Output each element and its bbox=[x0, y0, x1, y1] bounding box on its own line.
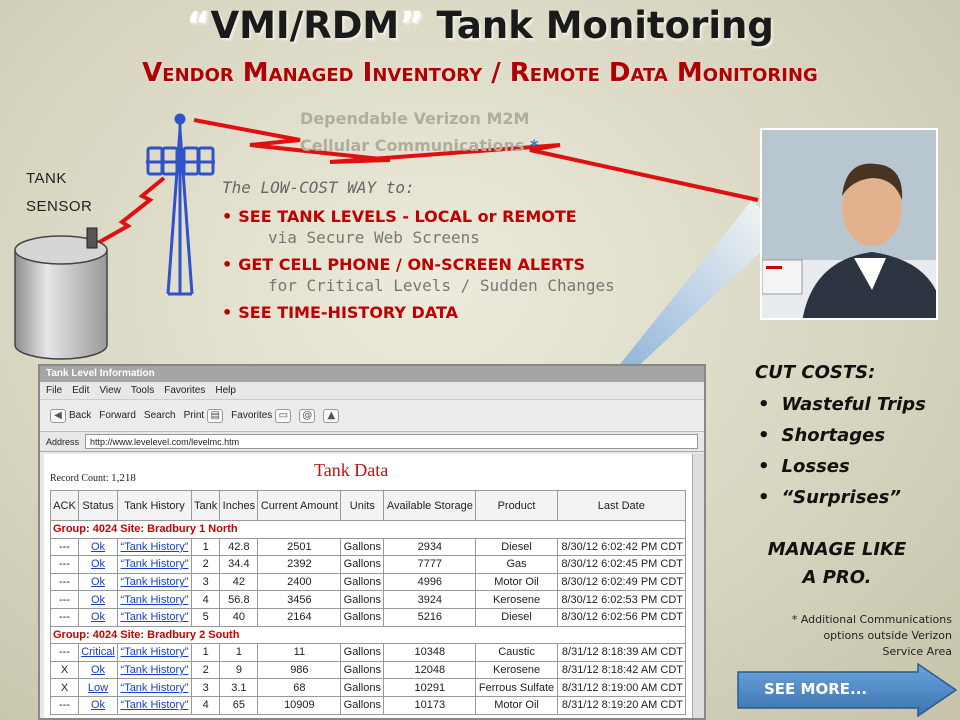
table-cell: 2934 bbox=[384, 538, 476, 556]
table-cell: 42 bbox=[220, 573, 258, 591]
page-title: “VMI/RDM” Tank Monitoring bbox=[186, 4, 774, 47]
search-button[interactable]: Search bbox=[143, 410, 176, 421]
table-cell: Ferrous Sulfate bbox=[476, 679, 557, 697]
group-row: Group: 4024 Site: Bradbury 1 North bbox=[51, 521, 686, 539]
list-item: • Losses bbox=[758, 456, 926, 487]
table-cell: Gallons bbox=[341, 538, 384, 556]
list-item: • Wasteful Trips bbox=[758, 394, 926, 425]
table-row bbox=[51, 661, 686, 679]
tank-history-link[interactable]: “Tank History” bbox=[118, 696, 192, 714]
table-cell: 4 bbox=[191, 591, 220, 609]
column-header: Units bbox=[341, 491, 384, 521]
table-cell: Kerosene bbox=[476, 591, 557, 609]
table-cell: 10348 bbox=[384, 644, 476, 662]
table-cell: 8/30/12 6:02:45 PM CDT bbox=[557, 556, 685, 574]
tank-history-link[interactable]: “Tank History” bbox=[118, 661, 192, 679]
status-link[interactable]: Ok bbox=[78, 661, 117, 679]
menu-help[interactable]: Help bbox=[215, 385, 236, 396]
table-cell: 8/30/12 6:02:42 PM CDT bbox=[557, 538, 685, 556]
printer-icon: ▤ bbox=[207, 409, 223, 423]
tank-data-page bbox=[44, 454, 692, 720]
manage-tagline: MANAGE LIKE A PRO. bbox=[767, 539, 907, 588]
group-row: Group: 4024 Site: Bradbury 2 South bbox=[51, 626, 686, 644]
table-cell: 2392 bbox=[258, 556, 341, 574]
column-header: Status bbox=[78, 491, 117, 521]
menu-tools[interactable]: Tools bbox=[130, 385, 155, 396]
menu-edit[interactable]: Edit bbox=[72, 385, 90, 396]
table-cell: Caustic bbox=[476, 644, 557, 662]
status-link[interactable]: Ok bbox=[78, 591, 117, 609]
column-header: Available Storage bbox=[384, 491, 476, 521]
back-arrow-icon: ◀ bbox=[50, 409, 66, 423]
menu-bar bbox=[40, 382, 704, 400]
comm-label: Dependable Verizon M2M Cellular Communications * bbox=[300, 109, 539, 155]
table-cell: Gallons bbox=[341, 573, 384, 591]
tank-data-title: Tank Data bbox=[314, 460, 389, 480]
table-cell: 42.8 bbox=[220, 538, 258, 556]
table-cell: 9 bbox=[220, 661, 258, 679]
table-row bbox=[51, 679, 686, 697]
table-cell[interactable]: --- bbox=[51, 556, 79, 574]
table-cell: 40 bbox=[220, 608, 258, 626]
status-link[interactable]: Ok bbox=[78, 696, 117, 714]
table-cell[interactable]: --- bbox=[51, 538, 79, 556]
cell-tower-icon bbox=[146, 115, 215, 294]
table-cell: 11 bbox=[258, 644, 341, 662]
status-link[interactable]: Ok bbox=[78, 608, 117, 626]
table-cell[interactable]: --- bbox=[51, 696, 79, 714]
table-header-row bbox=[51, 491, 686, 521]
column-header: Tank History bbox=[118, 491, 192, 521]
folder-icon: ▭ bbox=[275, 409, 291, 423]
email-icon[interactable]: @ bbox=[299, 409, 315, 423]
table-cell: Kerosene bbox=[476, 661, 557, 679]
table-cell: 1 bbox=[191, 538, 220, 556]
menu-favorites[interactable]: Favorites bbox=[164, 385, 206, 396]
table-cell: Motor Oil bbox=[476, 573, 557, 591]
table-row bbox=[51, 538, 686, 556]
see-more-button[interactable]: SEE MORE... bbox=[764, 680, 868, 698]
table-cell: 56.8 bbox=[220, 591, 258, 609]
up-arrow-icon[interactable]: ▲ bbox=[323, 409, 339, 423]
page-subtitle: Vendor Managed Inventory / Remote Data Monitoring bbox=[142, 58, 818, 88]
menu-view[interactable]: View bbox=[99, 385, 121, 396]
table-cell: Gas bbox=[476, 556, 557, 574]
tank-history-link[interactable]: “Tank History” bbox=[118, 608, 192, 626]
table-cell: 10291 bbox=[384, 679, 476, 697]
table-cell: 8/30/12 6:02:53 PM CDT bbox=[557, 591, 685, 609]
feature-item: • GET CELL PHONE / ON-SCREEN ALERTS for Critical Levels / Sudden Changes bbox=[222, 255, 682, 295]
businessman-photo bbox=[760, 128, 938, 320]
table-cell: 12048 bbox=[384, 661, 476, 679]
tank-history-link[interactable]: “Tank History” bbox=[118, 679, 192, 697]
table-cell: 8/31/12 8:18:39 AM CDT bbox=[557, 644, 685, 662]
table-cell[interactable]: --- bbox=[51, 573, 79, 591]
record-count: Record Count: 1,218 bbox=[50, 472, 136, 484]
table-cell: 3456 bbox=[258, 591, 341, 609]
feature-item: • SEE TANK LEVELS - LOCAL or REMOTE via Secure Web Screens bbox=[222, 207, 682, 247]
table-cell: Gallons bbox=[341, 661, 384, 679]
table-cell: Gallons bbox=[341, 608, 384, 626]
table-cell: 34.4 bbox=[220, 556, 258, 574]
print-button[interactable]: Print ▤ bbox=[184, 409, 224, 423]
table-row bbox=[51, 608, 686, 626]
table-row bbox=[51, 556, 686, 574]
cut-costs-title: CUT COSTS: bbox=[755, 362, 876, 383]
table-cell: 3 bbox=[191, 573, 220, 591]
footnote: * Additional Communications options outside Verizon Service Area bbox=[791, 613, 952, 658]
table-row bbox=[51, 573, 686, 591]
table-cell[interactable]: --- bbox=[51, 591, 79, 609]
table-row bbox=[51, 696, 686, 714]
column-header: Product bbox=[476, 491, 557, 521]
table-cell: 3 bbox=[191, 679, 220, 697]
table-cell: 65 bbox=[220, 696, 258, 714]
table-cell: 1 bbox=[191, 644, 220, 662]
browser-window bbox=[38, 364, 706, 720]
table-cell: 8/31/12 8:19:00 AM CDT bbox=[557, 679, 685, 697]
status-link[interactable]: Ok bbox=[78, 573, 117, 591]
table-cell: Motor Oil bbox=[476, 696, 557, 714]
favorites-button[interactable]: Favorites ▭ bbox=[231, 409, 291, 423]
list-item: • “Surprises” bbox=[758, 487, 926, 518]
status-link[interactable]: Low bbox=[78, 679, 117, 697]
table-cell: 4 bbox=[191, 696, 220, 714]
tank-history-link[interactable]: “Tank History” bbox=[118, 644, 192, 662]
table-cell[interactable]: --- bbox=[51, 644, 79, 662]
table-cell[interactable]: X bbox=[51, 679, 79, 697]
table-cell: 4996 bbox=[384, 573, 476, 591]
table-cell: 5 bbox=[191, 608, 220, 626]
address-input[interactable]: http://www.levelevel.com/levelmc.htm bbox=[85, 434, 698, 449]
table-cell: 5216 bbox=[384, 608, 476, 626]
table-cell: Diesel bbox=[476, 608, 557, 626]
feature-item: • SEE TIME-HISTORY DATA bbox=[222, 303, 682, 322]
table-cell[interactable]: --- bbox=[51, 608, 79, 626]
table-cell: 2 bbox=[191, 661, 220, 679]
status-link[interactable]: Ok bbox=[78, 538, 117, 556]
browser-toolbar bbox=[40, 400, 704, 432]
column-header: Last Date bbox=[557, 491, 685, 521]
table-cell: 8/31/12 8:19:20 AM CDT bbox=[557, 696, 685, 714]
back-button[interactable]: ◀ Back bbox=[50, 409, 91, 423]
tank-history-link[interactable]: “Tank History” bbox=[118, 591, 192, 609]
table-cell: 68 bbox=[258, 679, 341, 697]
tank-history-link[interactable]: “Tank History” bbox=[118, 556, 192, 574]
tank-icon bbox=[15, 228, 107, 359]
table-row bbox=[51, 591, 686, 609]
table-cell: 2501 bbox=[258, 538, 341, 556]
status-link[interactable]: Critical bbox=[78, 644, 117, 662]
forward-button[interactable]: Forward bbox=[99, 410, 136, 421]
window-title: Tank Level Information bbox=[40, 366, 704, 382]
table-cell: 8/31/12 8:18:42 AM CDT bbox=[557, 661, 685, 679]
menu-file[interactable]: File bbox=[46, 385, 63, 396]
tank-history-link[interactable]: “Tank History” bbox=[118, 573, 192, 591]
table-cell: 3.1 bbox=[220, 679, 258, 697]
page-scrollbar[interactable] bbox=[692, 454, 704, 720]
status-link[interactable]: Ok bbox=[78, 556, 117, 574]
cut-costs-list bbox=[758, 394, 926, 518]
table-cell: 2400 bbox=[258, 573, 341, 591]
tank-data-table bbox=[50, 490, 686, 715]
table-cell: Gallons bbox=[341, 591, 384, 609]
table-cell: 2164 bbox=[258, 608, 341, 626]
column-header: Current Amount bbox=[258, 491, 341, 521]
column-header: Tank bbox=[191, 491, 220, 521]
table-row bbox=[51, 644, 686, 662]
feature-list bbox=[222, 178, 682, 330]
table-cell: Gallons bbox=[341, 644, 384, 662]
table-cell[interactable]: X bbox=[51, 661, 79, 679]
table-cell: 2 bbox=[191, 556, 220, 574]
feature-intro: The LOW-COST WAY to: bbox=[222, 178, 415, 197]
column-header: ACK bbox=[51, 491, 79, 521]
table-cell: 3924 bbox=[384, 591, 476, 609]
table-cell: 10173 bbox=[384, 696, 476, 714]
table-cell: 10909 bbox=[258, 696, 341, 714]
list-item: • Shortages bbox=[758, 425, 926, 456]
table-cell: 1 bbox=[220, 644, 258, 662]
table-cell: Gallons bbox=[341, 556, 384, 574]
tank-history-link[interactable]: “Tank History” bbox=[118, 538, 192, 556]
table-cell: Diesel bbox=[476, 538, 557, 556]
table-cell: 8/30/12 6:02:56 PM CDT bbox=[557, 608, 685, 626]
column-header: Inches bbox=[220, 491, 258, 521]
table-cell: 8/30/12 6:02:49 PM CDT bbox=[557, 573, 685, 591]
table-cell: 7777 bbox=[384, 556, 476, 574]
table-cell: 986 bbox=[258, 661, 341, 679]
table-cell: Gallons bbox=[341, 696, 384, 714]
tank-sensor-label: TANK SENSOR bbox=[26, 170, 93, 215]
table-cell: Gallons bbox=[341, 679, 384, 697]
address-bar: Address http://www.levelevel.com/levelmc.htm bbox=[40, 432, 704, 452]
